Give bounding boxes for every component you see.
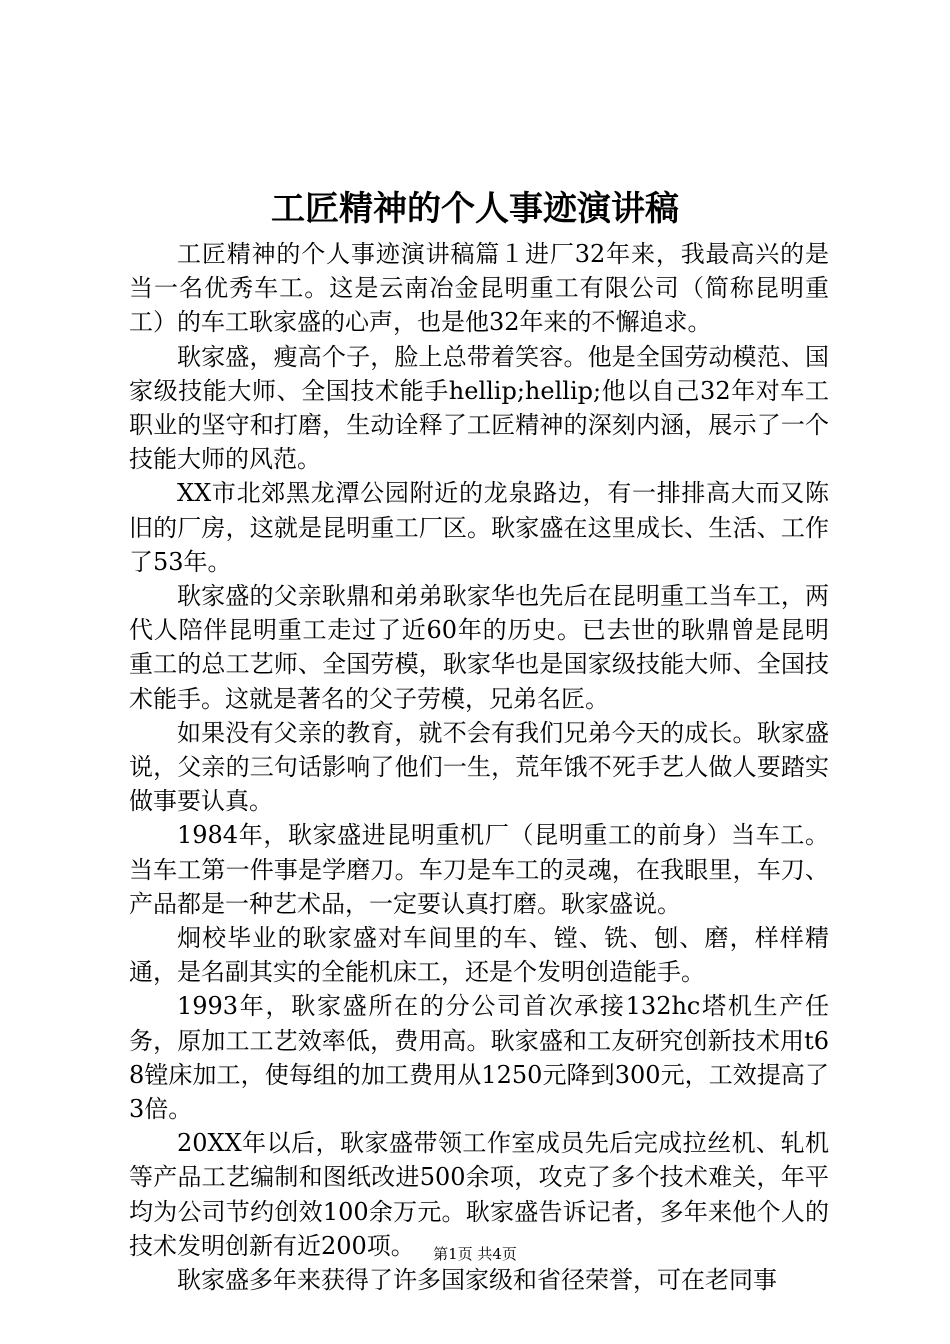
paragraph: 工匠精神的个人事迹演讲稿篇１进厂32年来，我最高兴的是当一名优秀车工。这是云南冶金昆明重工有限公司（简称昆明重工）的车工耿家盛的心声，也是他32年来的不懈追求。 xyxy=(129,240,829,337)
paragraph: 1984年，耿家盛进昆明重机厂（昆明重工的前身）当车工。当车工第一件事是学磨刀。车刀是车工的灵魂，在我眼里，车刀、产品都是一种艺术品，一定要认真打磨。耿家盛说。 xyxy=(129,821,829,918)
paragraph: 耿家盛多年来获得了许多国家级和省径荣誉，可在老同事 xyxy=(177,1266,777,1295)
paragraph: 炯校毕业的耿家盛对车间里的车、镗、铣、刨、磨，样样精通，是名副其实的全能机床工，还是个发明创造能手。 xyxy=(129,924,829,987)
paragraph: 20XX年以后，耿家盛带领工作室成员先后完成拉丝机、轧机等产品工艺编制和图纸改进500余项，攻克了多个技术难关，年平均为公司节约创效100余万元。耿家盛告诉记者，多年来他个人的技术发明创新有近200项。 xyxy=(129,1129,829,1260)
paragraph: 如果没有父亲的教育，就不会有我们兄弟今天的成长。耿家盛说，父亲的三句话影响了他们一生，荒年饿不死手艺人做人要踏实做事要认真。 xyxy=(129,718,829,816)
paragraph: 耿家盛的父亲耿鼎和弟弟耿家华也先后在昆明重工当车工，两代人陪伴昆明重工走过了近60年的历史。已去世的耿鼎曾是昆明重工的总工艺师、全国劳模，耿家华也是国家级技能大师、全国技术能手。这就是著名的父子劳模，兄弟名匠。 xyxy=(129,582,829,713)
document-title: 工匠精神的个人事迹演讲稿 xyxy=(271,189,679,229)
paragraph: XX市北郊黑龙潭公园附近的龙泉路边，有一排排高大而又陈旧的厂房，这就是昆明重工厂区。耿家盛在这里成长、生活、工作了53年。 xyxy=(129,479,829,576)
document-body xyxy=(129,237,829,1297)
paragraph: 1993年，耿家盛所在的分公司首次承接132hc塔机生产任务，原加工工艺效率低，费用高。耿家盛和工友研究创新技术用t68镗床加工，使每组的加工费用从1250元降到300元，工效提高了3倍。 xyxy=(129,992,829,1124)
paragraph: 耿家盛，瘦高个子，脸上总带着笑容。他是全国劳动模范、国家级技能大师、全国技术能手hellip;hellip;他以自己32年对车工职业的坚守和打磨，生动诠释了工匠精神的深刻内涵，展示了一个技能大师的风范。 xyxy=(129,342,829,474)
page-number-footer: 第1页 共4页 xyxy=(433,1245,517,1263)
